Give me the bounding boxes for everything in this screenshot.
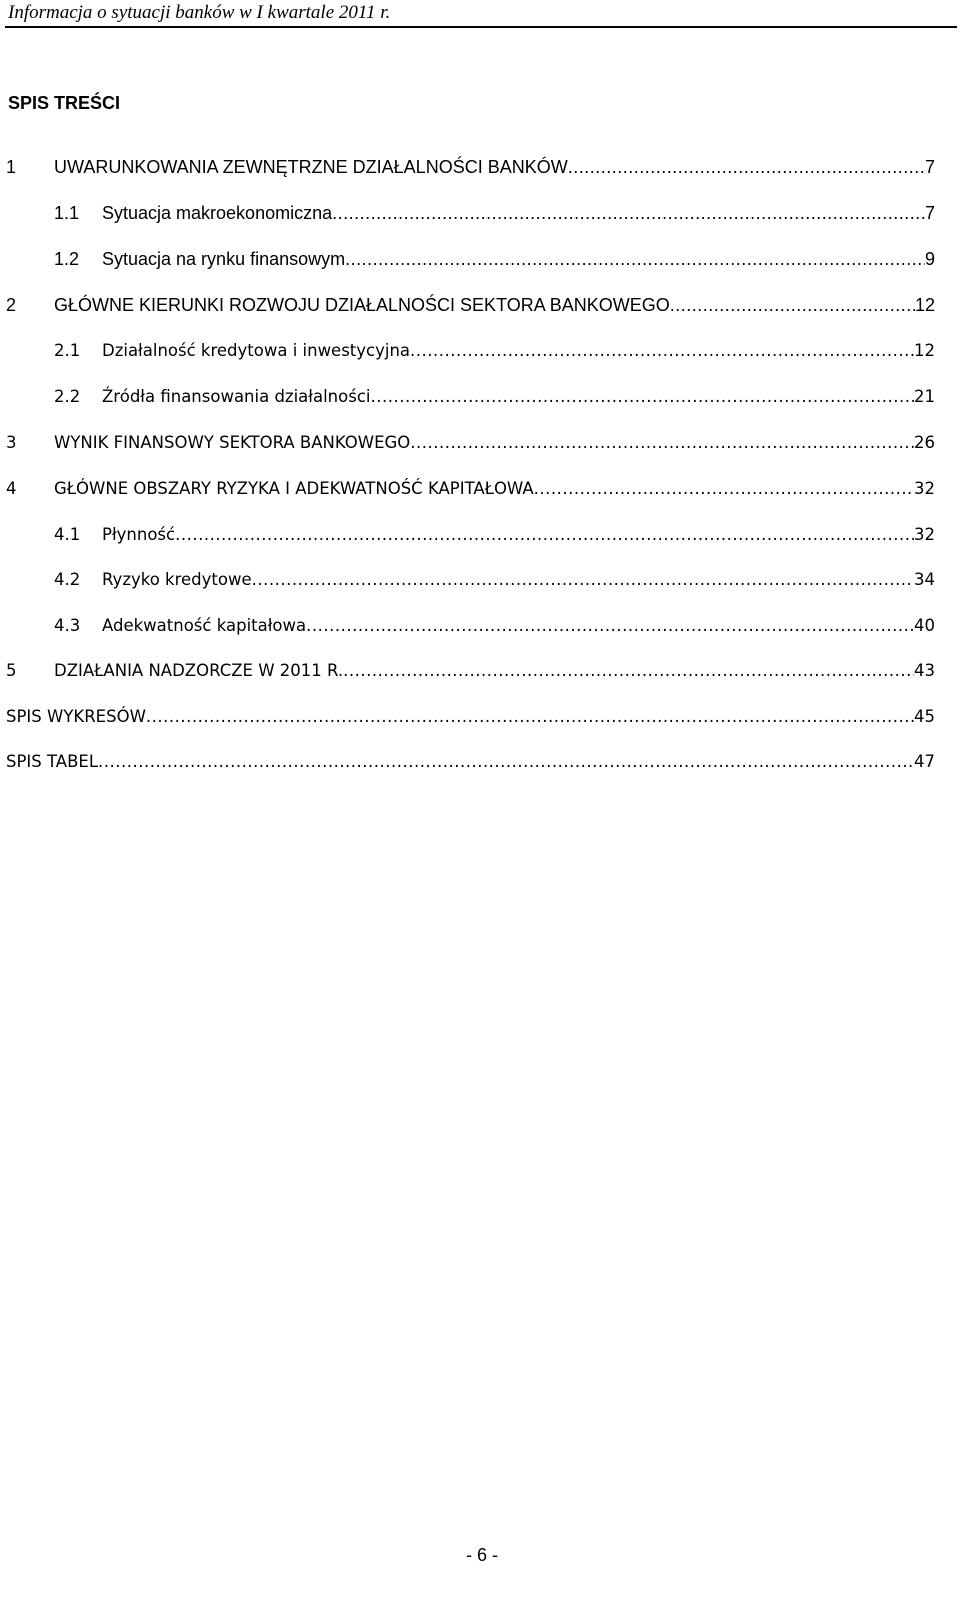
page-footer: [0, 1545, 960, 1566]
toc-entry-page: 7: [924, 203, 935, 223]
toc-entry-page: 45: [914, 707, 935, 726]
toc-leader: [410, 433, 914, 452]
toc-entry-number: 4: [6, 479, 17, 498]
toc-entry[interactable]: [0, 616, 935, 640]
toc-entry-number: 1: [6, 157, 17, 177]
toc-leader: [98, 752, 914, 771]
toc-entry-page: 34: [914, 570, 935, 589]
toc-entry-text: WYNIK FINANSOWY SEKTORA BANKOWEGO: [54, 433, 411, 452]
toc-entry[interactable]: [0, 525, 935, 549]
toc-entry-page: 12: [914, 295, 935, 315]
page-number: - 6 -: [465, 1545, 498, 1565]
toc-entry-number: 1.2: [54, 249, 80, 269]
toc-entry-page: 21: [914, 387, 935, 406]
toc-entry-text: SPIS TABEL: [6, 752, 99, 771]
toc-leader: [343, 661, 914, 680]
toc-entry[interactable]: [0, 341, 935, 365]
toc-entry-number: 2.2: [54, 387, 81, 406]
toc-entry-page: 26: [914, 433, 935, 452]
toc-entry-text: Ryzyko kredytowe: [102, 570, 252, 589]
toc-entry-page: 47: [914, 752, 935, 771]
toc-entry-number: 5: [6, 661, 17, 680]
toc-entry-text: Adekwatność kapitałowa: [102, 616, 307, 635]
toc-entry-page: 43: [914, 661, 935, 680]
toc-entry[interactable]: [0, 752, 935, 776]
toc-entry-page: 9: [924, 249, 935, 269]
toc-entry[interactable]: [0, 295, 935, 319]
toc-entry-page: 40: [914, 616, 935, 635]
toc-entry-page: 32: [914, 479, 935, 498]
header-title: Informacja o sytuacji banków w I kwartale 2011 r.: [8, 2, 391, 23]
toc-entry[interactable]: [0, 479, 935, 503]
page-header: [5, 0, 957, 28]
toc-entry-text: UWARUNKOWANIA ZEWNĘTRZNE DZIAŁALNOŚCI BANKÓW: [54, 157, 568, 177]
toc-entry-text: DZIAŁANIA NADZORCZE W 2011 R.: [54, 661, 344, 680]
toc-entry-text: Sytuacja makroekonomiczna: [102, 203, 333, 223]
toc-entry-text: GŁÓWNE KIERUNKI ROZWOJU DZIAŁALNOŚCI SEKTORA BANKOWEGO: [54, 295, 670, 315]
toc-entry-number: 3: [6, 433, 17, 452]
toc-entry[interactable]: [0, 203, 935, 227]
toc-entry[interactable]: [0, 707, 935, 731]
toc-leader: [568, 157, 925, 178]
toc-leader: [345, 249, 925, 270]
toc-entry-number: 4.3: [54, 616, 81, 635]
toc-entry-text: SPIS WYKRESÓW: [6, 707, 146, 726]
toc-entry-number: 4.1: [54, 525, 81, 544]
toc-leader: [410, 341, 914, 360]
toc-entry-text: Działalność kredytowa i inwestycyjna: [102, 341, 411, 360]
toc-title: SPIS TREŚCI: [8, 93, 121, 113]
toc-entry[interactable]: [0, 661, 935, 685]
toc-entry-number: 2: [6, 295, 17, 315]
toc-leader: [306, 616, 914, 635]
toc-entry-page: 32: [914, 525, 935, 544]
toc-entry-page: 7: [924, 157, 935, 177]
toc-leader: [332, 203, 925, 224]
toc-entry-text: Sytuacja na rynku finansowym: [102, 249, 346, 269]
toc-entry[interactable]: [0, 570, 935, 594]
toc-entry[interactable]: [0, 433, 935, 457]
toc-leader: [252, 570, 914, 589]
toc-leader: [175, 525, 914, 544]
toc-leader: [534, 479, 914, 498]
toc-leader: [146, 707, 914, 726]
toc-entry-number: 2.1: [54, 341, 81, 360]
toc-leader: [370, 387, 914, 406]
toc-entry-text: Źródła finansowania działalności: [102, 387, 371, 406]
toc-entry[interactable]: [0, 157, 935, 181]
toc-entry[interactable]: [0, 249, 935, 273]
toc-entry-number: 1.1: [54, 203, 80, 223]
toc-entry-text: GŁÓWNE OBSZARY RYZYKA I ADEKWATNOŚĆ KAPITAŁOWA: [54, 479, 534, 498]
toc-entry[interactable]: [0, 387, 935, 411]
toc-entry-number: 4.2: [54, 570, 81, 589]
toc-entry-text: Płynność: [102, 525, 176, 544]
toc-entry-page: 12: [914, 341, 935, 360]
toc-leader: [670, 295, 915, 316]
